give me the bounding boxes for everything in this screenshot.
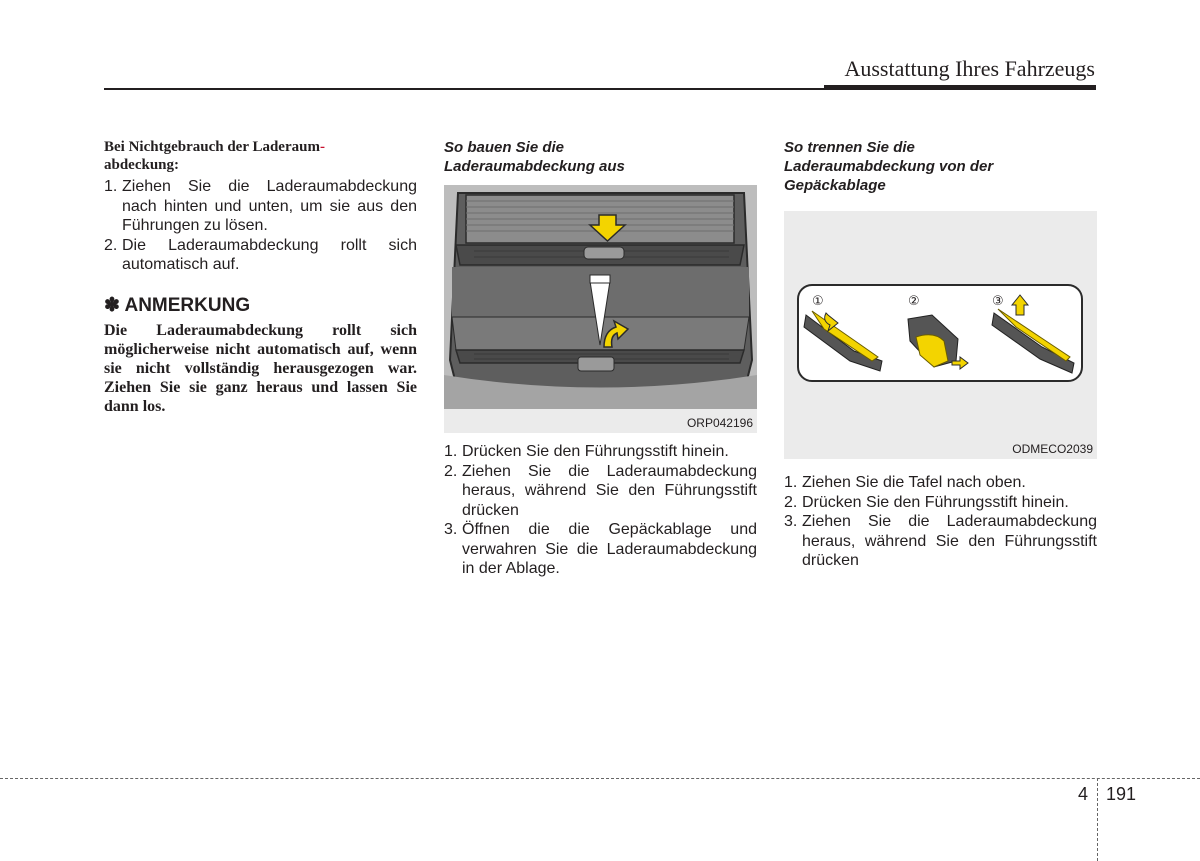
header-rule-accent — [824, 85, 1096, 90]
list-item: 1. Ziehen Sie die Tafel nach oben. — [784, 474, 1026, 491]
page-number: 191 — [1106, 784, 1137, 804]
separation-figure — [784, 211, 1097, 459]
footer-rule — [0, 778, 1200, 779]
footer-divider — [1097, 778, 1098, 861]
steps-list — [104, 177, 417, 275]
step-marker-3: ③ — [992, 294, 1004, 309]
separation-illustration — [784, 211, 1097, 459]
column-1 — [104, 138, 417, 416]
cargo-area-illustration — [444, 185, 757, 433]
figure-code: ODMECO2039 — [1012, 442, 1093, 456]
list-item: 2. Die Laderaumabdeckung rollt sich automatisch auf. — [104, 236, 417, 273]
list-item: 3. Öffnen die die Gepäckablage und verwahren Sie die Laderaumabdeckung in der Ablage. — [444, 521, 757, 577]
list-item: 2. Drücken Sie den Führungsstift hinein. — [784, 493, 1069, 511]
column-2 — [444, 138, 757, 579]
note-text: Die Laderaumabdeckung rollt sich möglicherweise nicht automatisch auf, wenn sie nicht vollständig herausgezogen war. Ziehen Sie sie ganz heraus und lassen Sie dann los. — [104, 321, 417, 415]
list-item: 1. Drücken Sie den Führungsstift hinein. — [444, 443, 729, 460]
step-marker-2: ② — [908, 294, 920, 309]
column-3 — [784, 138, 1097, 571]
steps-list — [444, 442, 757, 579]
list-item: 1. Ziehen Sie die Laderaumabdeckung nach hinten und unten, um sie aus den Führungen zu lösen. — [104, 178, 417, 234]
subheading: So trennen Sie die Laderaumabdeckung von der Gepäckablage — [784, 139, 994, 194]
chapter-number: 4 — [1078, 784, 1089, 804]
header-title: Ausstattung Ihres Fahrzeugs — [844, 56, 1095, 81]
subheading: So bauen Sie die Laderaumabdeckung aus — [444, 139, 625, 175]
note-title: ✽ ANMERKUNG — [104, 294, 251, 316]
step-marker-1: ① — [812, 294, 824, 309]
section-heading: Bei Nichtgebrauch der Laderaum- abdeckung: — [104, 139, 325, 173]
steps-list — [784, 473, 1097, 571]
list-item: 2. Ziehen Sie die Laderaumabdeckung heraus, während Sie den Führungsstift drücken — [444, 462, 757, 519]
list-item: 3. Ziehen Sie die Laderaumabdeckung heraus, während Sie den Führungsstift drücken — [784, 513, 1097, 569]
figure-code: ORP042196 — [686, 416, 753, 430]
cargo-cover-figure — [444, 185, 757, 433]
